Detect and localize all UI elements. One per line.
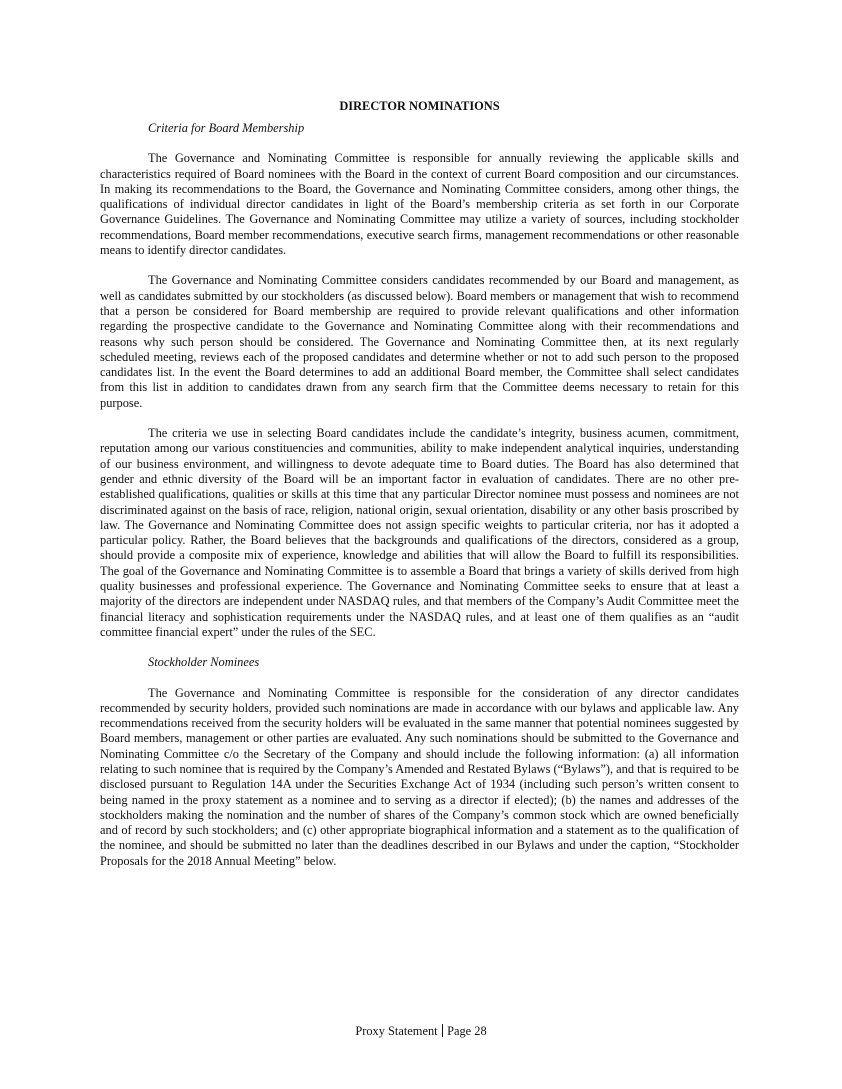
footer-doc-label: Proxy Statement xyxy=(355,1024,438,1038)
footer-page-number: Page 28 xyxy=(447,1024,487,1038)
document-body xyxy=(100,98,739,884)
subheading-stockholder-nominees: Stockholder Nominees xyxy=(148,655,260,670)
paragraph-3: The criteria we use in selecting Board candidates include the candidate’s integrity, business acumen, commitment, reputation among our various constituencies and communities, ability to make independent analytical inquiries, understanding of our business environment, and willingness to devote adequate time to Board duties. The Board has also determined that gender and ethnic diversity of the Board will be an important factor in evaluation of candidates. There are no other pre-established qualifications, qualities or skills at this time that any particular Director nominee must possess and nominees are not discriminated against on the basis of race, religion, national origin, sexual orientation, disability or any other basis proscribed by law. The Governance and Nominating Committee does not assign specific weights to particular criteria, nor has it adopted a particular policy. Rather, the Board believes that the backgrounds and qualifications of the directors, considered as a group, should provide a composite mix of experience, knowledge and abilities that will allow the Board to fulfill its responsibilities. The goal of the Governance and Nominating Committee is to assemble a Board that brings a variety of skills derived from high quality businesses and professional experience. The Governance and Nominating Committee seeks to ensure that at least a majority of the directors are independent under NASDAQ rules, and that members of the Company’s Audit Committee meet the financial literacy and sophistication requirements under the NASDAQ rules, and at least one of them qualifies as an “audit committee financial expert” under the rules of the SEC. xyxy=(100,426,739,639)
page-footer xyxy=(0,1024,842,1039)
subheading-criteria: Criteria for Board Membership xyxy=(148,121,305,135)
paragraph-2: The Governance and Nominating Committee considers candidates recommended by our Board and management, as well as candidates submitted by our stockholders (as discussed below). Board members or management that wish to recommend that a person be considered for Board membership are required to provide relevant qualifications and other information regarding the prospective candidate to the Governance and Nominating Committee along with their recommendations and reasons why such person should be considered. The Governance and Nominating Committee then, at its next regularly scheduled meeting, reviews each of the proposed candidates and determine whether or not to add such person to the proposed candidates list. In the event the Board determines to add an additional Board member, the Committee shall select candidates from this list in addition to candidates drawn from any search firm that the Committee deems necessary to retain for this purpose. xyxy=(100,273,739,410)
section-title: DIRECTOR NOMINATIONS xyxy=(339,99,500,113)
paragraph-4: The Governance and Nominating Committee is responsible for the consideration of any director candidates recommended by security holders, provided such nominations are made in accordance with our bylaws and applicable law. Any recommendations received from the security holders will be evaluated in the same manner that potential nominees suggested by Board members, management or other parties are evaluated. Any such nominations should be submitted to the Governance and Nominating Committee c/o the Secretary of the Company and should include the following information: (a) all information relating to such nominee that is required by the Company’s Amended and Restated Bylaws (“Bylaws”), and that is required to be disclosed pursuant to Regulation 14A under the Securities Exchange Act of 1934 (including such person’s written consent to being named in the proxy statement as a nominee and to serving as a director if elected); (b) the names and addresses of the stockholders making the nomination and the number of shares of the Company’s common stock which are owned beneficially and of record by such stockholders; and (c) other appropriate biographical information and a statement as to the qualification of the nominee, and should be submitted no later than the deadlines described in our Bylaws and under the caption, “Stockholder Proposals for the 2018 Annual Meeting” below. xyxy=(100,685,739,868)
footer-separator xyxy=(442,1024,444,1037)
paragraph-1: The Governance and Nominating Committee is responsible for annually reviewing the applicable skills and characteristics required of Board nominees with the Board in the context of current Board composition and our circumstances. In making its recommendations to the Board, the Governance and Nominating Committee considers, among other things, the qualifications of individual director candidates in light of the Board’s membership criteria as set forth in our Corporate Governance Guidelines. The Governance and Nominating Committee may utilize a variety of sources, including stockholder recommendations, Board member recommendations, executive search firms, management recommendations or other reasonable means to identify director candidates. xyxy=(100,151,739,258)
